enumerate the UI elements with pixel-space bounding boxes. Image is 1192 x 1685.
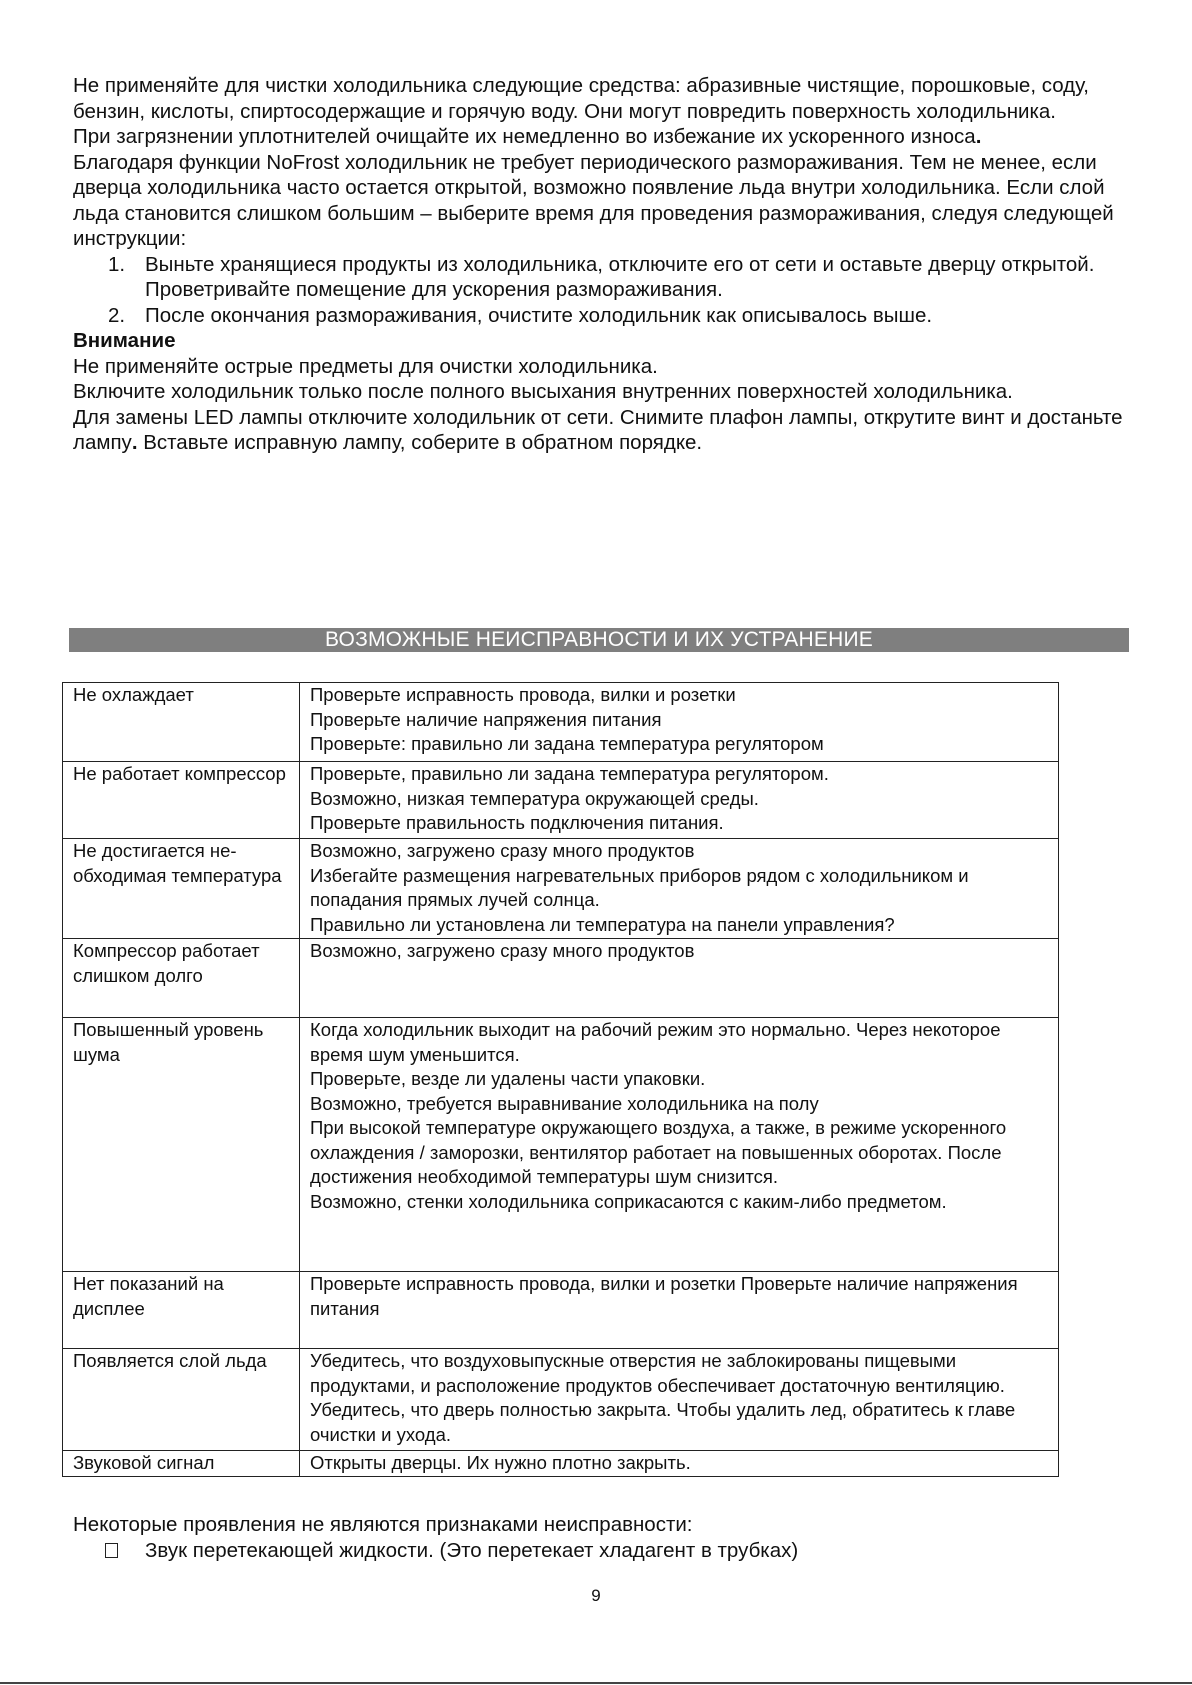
- solution-cell: [300, 683, 1059, 762]
- nofrost-paragraph: Благодаря функции NoFrost холодильник не требует периодического размораживания. Тем не менее, если дверца холодильника часто остается открытой, возможно появление льда внутри холодильника. Если слой льда становится слишком большим – выберите время для проведения размораживания, следуя следующей инструкции:: [73, 150, 1114, 250]
- solution-line: Правильно ли установлена ли температура на панели управления?: [310, 913, 895, 935]
- defrost-step: 2. После окончания размораживания, очистите холодильник как описывалось выше.: [108, 303, 933, 327]
- page-number: 9: [591, 1586, 601, 1605]
- solution-cell: [300, 1349, 1059, 1451]
- defrost-steps: [73, 252, 1123, 329]
- cleaning-instructions: [73, 73, 1123, 456]
- table-row: [63, 1349, 1059, 1451]
- table-row: [63, 1272, 1059, 1349]
- solution-line: Проверьте наличие напряжения питания: [310, 708, 662, 730]
- bullet-item: Звук перетекающей жидкости. (Это перетекает хладагент в трубках): [73, 1538, 1123, 1564]
- footer-rule: [0, 1682, 1192, 1684]
- solution-cell: [300, 939, 1059, 1018]
- problem-cell: Появляется слой льда: [63, 1349, 300, 1451]
- solution-line: Возможно, загружено сразу много продуктов: [310, 840, 695, 861]
- solution-line: Убедитесь, что воздуховыпускные отверстия не заблокированы пищевыми продуктами, и расположение продуктов обеспечивает достаточную вентиляцию. Убедитесь, что дверь полностью закрыта. Чтобы удалить лед, обратитесь к главе очистки и ухода.: [310, 1350, 1016, 1445]
- solution-line: Открыты дверцы. Их нужно плотно закрыть.: [310, 1452, 691, 1473]
- solution-line: Избегайте размещения нагревательных приборов рядом с холодильником и попадания прямых лучей солнца.: [310, 864, 969, 910]
- not-a-fault-intro: Некоторые проявления не являются признаками неисправности:: [73, 1513, 693, 1536]
- table-row: [63, 762, 1059, 839]
- solution-line: Возможно, низкая температура окружающей среды.: [310, 787, 759, 809]
- solution-line: Проверьте исправность провода, вилки и розетки Проверьте наличие напряжения питания: [310, 1273, 1018, 1319]
- solution-line: Проверьте исправность провода, вилки и розетки: [310, 684, 736, 705]
- defrost-step: 1. Выньте хранящиеся продукты из холодильника, отключите его от сети и оставьте дверцу открытой. Проветривайте помещение для ускорения размораживания.: [108, 252, 1095, 301]
- problem-cell: Не работает компрессор: [63, 762, 300, 839]
- solution-line: При высокой температуре окружающего воздуха, а также, в режиме ускоренного охлаждения / заморозки, вентилятор работает на повышенных оборотах. После достижения необходимой температуры шум снизится.: [310, 1117, 1007, 1187]
- warning-heading: Внимание: [73, 329, 176, 352]
- not-a-fault-section: [73, 1512, 1123, 1564]
- problem-cell: Не достигается необходимая температура: [63, 839, 300, 939]
- cleaning-agents-paragraph: Не применяйте для чистки холодильника следующие средства: абразивные чистящие, порошковые, соду, бензин, кислоты, спиртосодержащие и горячую воду. Они могут повредить поверхность холодильника.: [73, 74, 1090, 123]
- seals-paragraph: При загрязнении уплотнителей очищайте их немедленно во избежание их ускоренного износа.: [73, 125, 982, 148]
- section-title-bar: ВОЗМОЖНЫЕ НЕИСПРАВНОСТИ И ИХ УСТРАНЕНИЕ: [69, 628, 1129, 652]
- problem-cell: Не охлаждает: [63, 683, 300, 762]
- warning-sharp-objects: Не применяйте острые предметы для очистки холодильника.: [73, 354, 658, 378]
- problem-cell: Звуковой сигнал: [63, 1451, 300, 1477]
- bullet-box-icon: [105, 1543, 118, 1558]
- solution-cell: [300, 762, 1059, 839]
- warning-drying: Включите холодильник только после полного высыхания внутренних поверхностей холодильника.: [73, 380, 1013, 403]
- solution-cell: [300, 1018, 1059, 1272]
- table-row: [63, 683, 1059, 762]
- troubleshooting-table-body: [63, 683, 1059, 1477]
- solution-cell: [300, 1272, 1059, 1349]
- table-row: [63, 1451, 1059, 1477]
- solution-cell: [300, 839, 1059, 939]
- solution-line: Проверьте, правильно ли задана температура регулятором.: [310, 763, 829, 784]
- problem-cell: Компрессор работает слишком долго: [63, 939, 300, 1018]
- solution-line: Возможно, требуется выравнивание холодильника на полу: [310, 1092, 819, 1114]
- solution-line: Проверьте: правильно ли задана температура регулятором: [310, 733, 824, 754]
- solution-line: Возможно, стенки холодильника соприкасаются с каким-либо предметом.: [310, 1190, 947, 1212]
- problem-cell: Нет показаний на дисплее: [63, 1272, 300, 1349]
- led-lamp-paragraph: Для замены LED лампы отключите холодильник от сети. Снимите плафон лампы, открутите винт и достаньте лампу. Вставьте исправную лампу, соберите в обратном порядке.: [73, 405, 1123, 454]
- table-row: [63, 839, 1059, 939]
- solution-line: Проверьте правильность подключения питания.: [310, 812, 724, 833]
- table-row: [63, 1018, 1059, 1272]
- troubleshooting-table: [62, 682, 1059, 1477]
- solution-line: Возможно, загружено сразу много продуктов: [310, 940, 695, 961]
- solution-cell: [300, 1451, 1059, 1477]
- problem-cell: Повышенный уровень шума: [63, 1018, 300, 1272]
- table-row: [63, 939, 1059, 1018]
- solution-line: Проверьте, везде ли удалены части упаковки.: [310, 1068, 706, 1089]
- solution-line: Когда холодильник выходит на рабочий режим это нормально. Через некоторое время шум уменьшится.: [310, 1019, 1001, 1065]
